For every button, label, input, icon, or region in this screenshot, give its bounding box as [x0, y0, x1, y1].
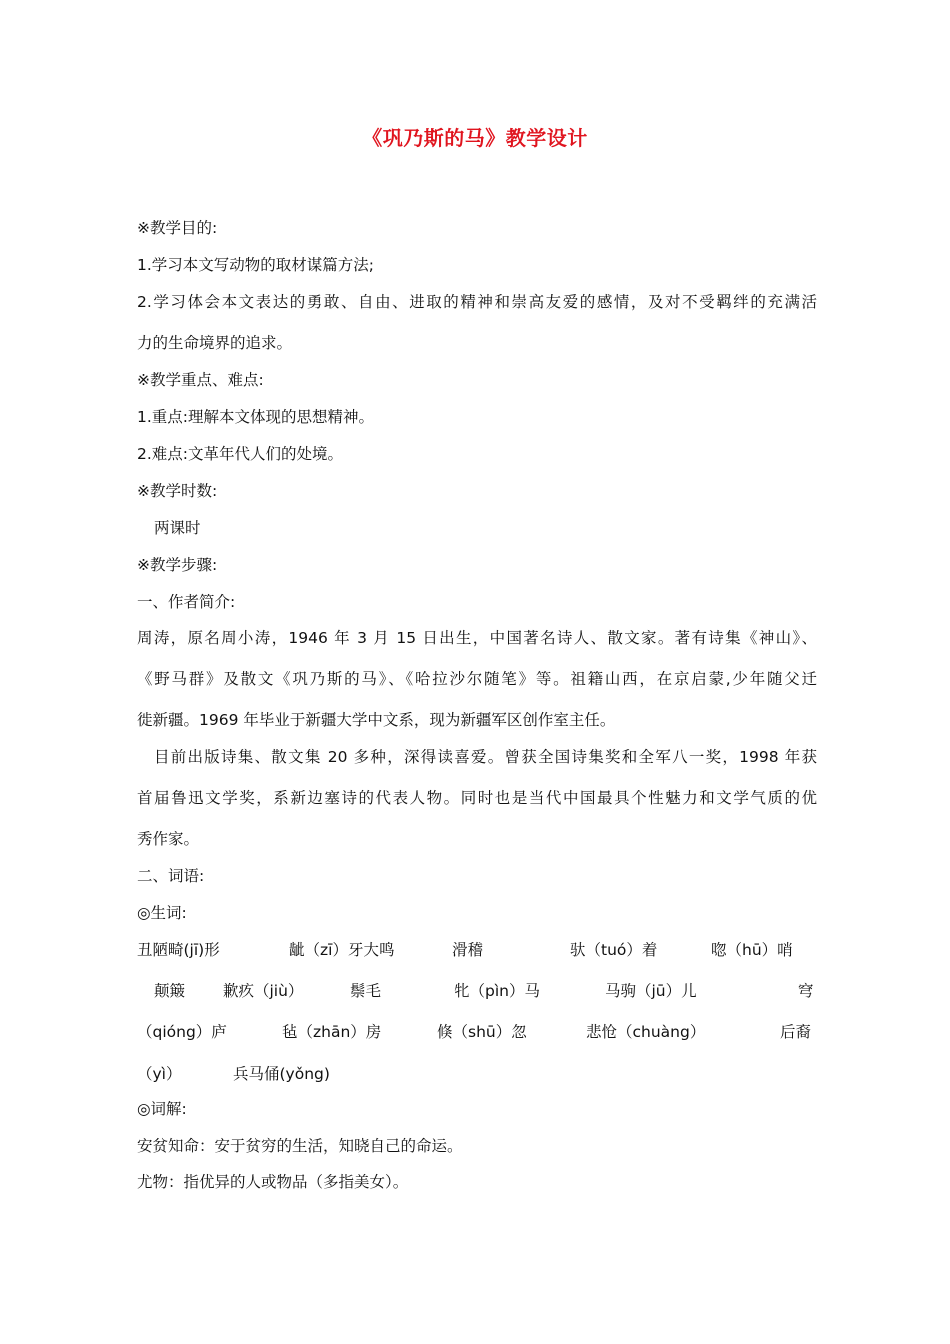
- vocab-word: 后裔: [780, 1023, 812, 1041]
- vocab-word: 丑陋畸(jī)形: [137, 941, 220, 959]
- vocab-row-1: [137, 938, 817, 958]
- objective-2-line-2: 力的生命境界的追求。: [137, 334, 293, 352]
- vocab-word: 毡（zhān）房: [282, 1023, 382, 1041]
- vocab-word: 悲怆（chuàng）: [586, 1023, 706, 1041]
- author-heading: 一、作者简介:: [137, 593, 236, 611]
- vocab-word: 龇（zī）牙大鸣: [289, 941, 395, 959]
- new-words-heading: ◎生词:: [137, 904, 187, 922]
- objective-1: 1.学习本文写动物的取材谋篇方法;: [137, 256, 375, 274]
- vocab-word: 歉疚（jiù）: [223, 982, 304, 1000]
- author-paragraph-1-line-2: 《野马群》及散文《巩乃斯的马》、《哈拉沙尔随笔》等。祖籍山西，在京启蒙,少年随父迁: [137, 670, 817, 688]
- vocab-word: 马驹（jū）儿: [605, 982, 697, 1000]
- hours-heading: ※教学时数:: [137, 482, 218, 500]
- vocab-word: 倏（shū）忽: [437, 1023, 527, 1041]
- explanation-2: 尤物：指优异的人或物品（多指美女）。: [137, 1173, 409, 1191]
- objective-2-line-1: 2.学习体会本文表达的勇敢、自由、进取的精神和崇高友爱的感情，及对不受羁绊的充满活: [137, 293, 817, 311]
- vocab-word: 兵马俑(yǒng): [233, 1065, 330, 1083]
- vocab-word: （yì）: [137, 1065, 182, 1083]
- vocab-word: 颠簸: [154, 982, 186, 1000]
- vocab-word: 滑稽: [452, 941, 484, 959]
- author-paragraph-2-line-2: 首届鲁迅文学奖，系新边塞诗的代表人物。同时也是当代中国最具个性魅力和文学气质的优: [137, 789, 817, 807]
- explanation-1: 安贫知命：安于贫穷的生活，知晓自己的命运。: [137, 1137, 463, 1155]
- key-point-2: 2.难点:文革年代人们的处境。: [137, 445, 344, 463]
- document-title: 《巩乃斯的马》教学设计: [362, 126, 588, 150]
- key-point-1: 1.重点:理解本文体现的思想精神。: [137, 408, 375, 426]
- author-paragraph-2-line-1: 目前出版诗集、散文集 20 多种，深得读喜爱。曾获全国诗集奖和全军八一奖，1998 年获: [154, 748, 817, 766]
- key-points-heading: ※教学重点、难点:: [137, 371, 264, 389]
- author-paragraph-2-line-3: 秀作家。: [137, 830, 200, 848]
- author-paragraph-1-line-1: 周涛，原名周小涛，1946 年 3 月 15 日出生，中国著名诗人、散文家。著有诗集《神山》、: [137, 629, 817, 647]
- steps-heading: ※教学步骤:: [137, 556, 218, 574]
- vocab-word: 唿（hū）哨: [711, 941, 793, 959]
- hours-value: 两课时: [154, 519, 201, 537]
- vocabulary-heading: 二、词语:: [137, 867, 205, 885]
- vocab-word: 驮（tuó）着: [570, 941, 658, 959]
- vocab-row-2: [137, 979, 817, 999]
- author-paragraph-1-line-3: 徙新疆。1969 年毕业于新疆大学中文系，现为新疆军区创作室主任。: [137, 711, 616, 729]
- vocab-word: 鬃毛: [350, 982, 382, 1000]
- vocab-row-4: [137, 1062, 817, 1082]
- vocab-word: （qióng）庐: [137, 1023, 227, 1041]
- vocab-word: 牝（pìn）马: [454, 982, 540, 1000]
- vocab-row-3: [137, 1020, 817, 1040]
- explanations-heading: ◎词解:: [137, 1100, 187, 1118]
- vocab-word: 穹: [798, 982, 814, 1000]
- objectives-heading: ※教学目的:: [137, 219, 218, 237]
